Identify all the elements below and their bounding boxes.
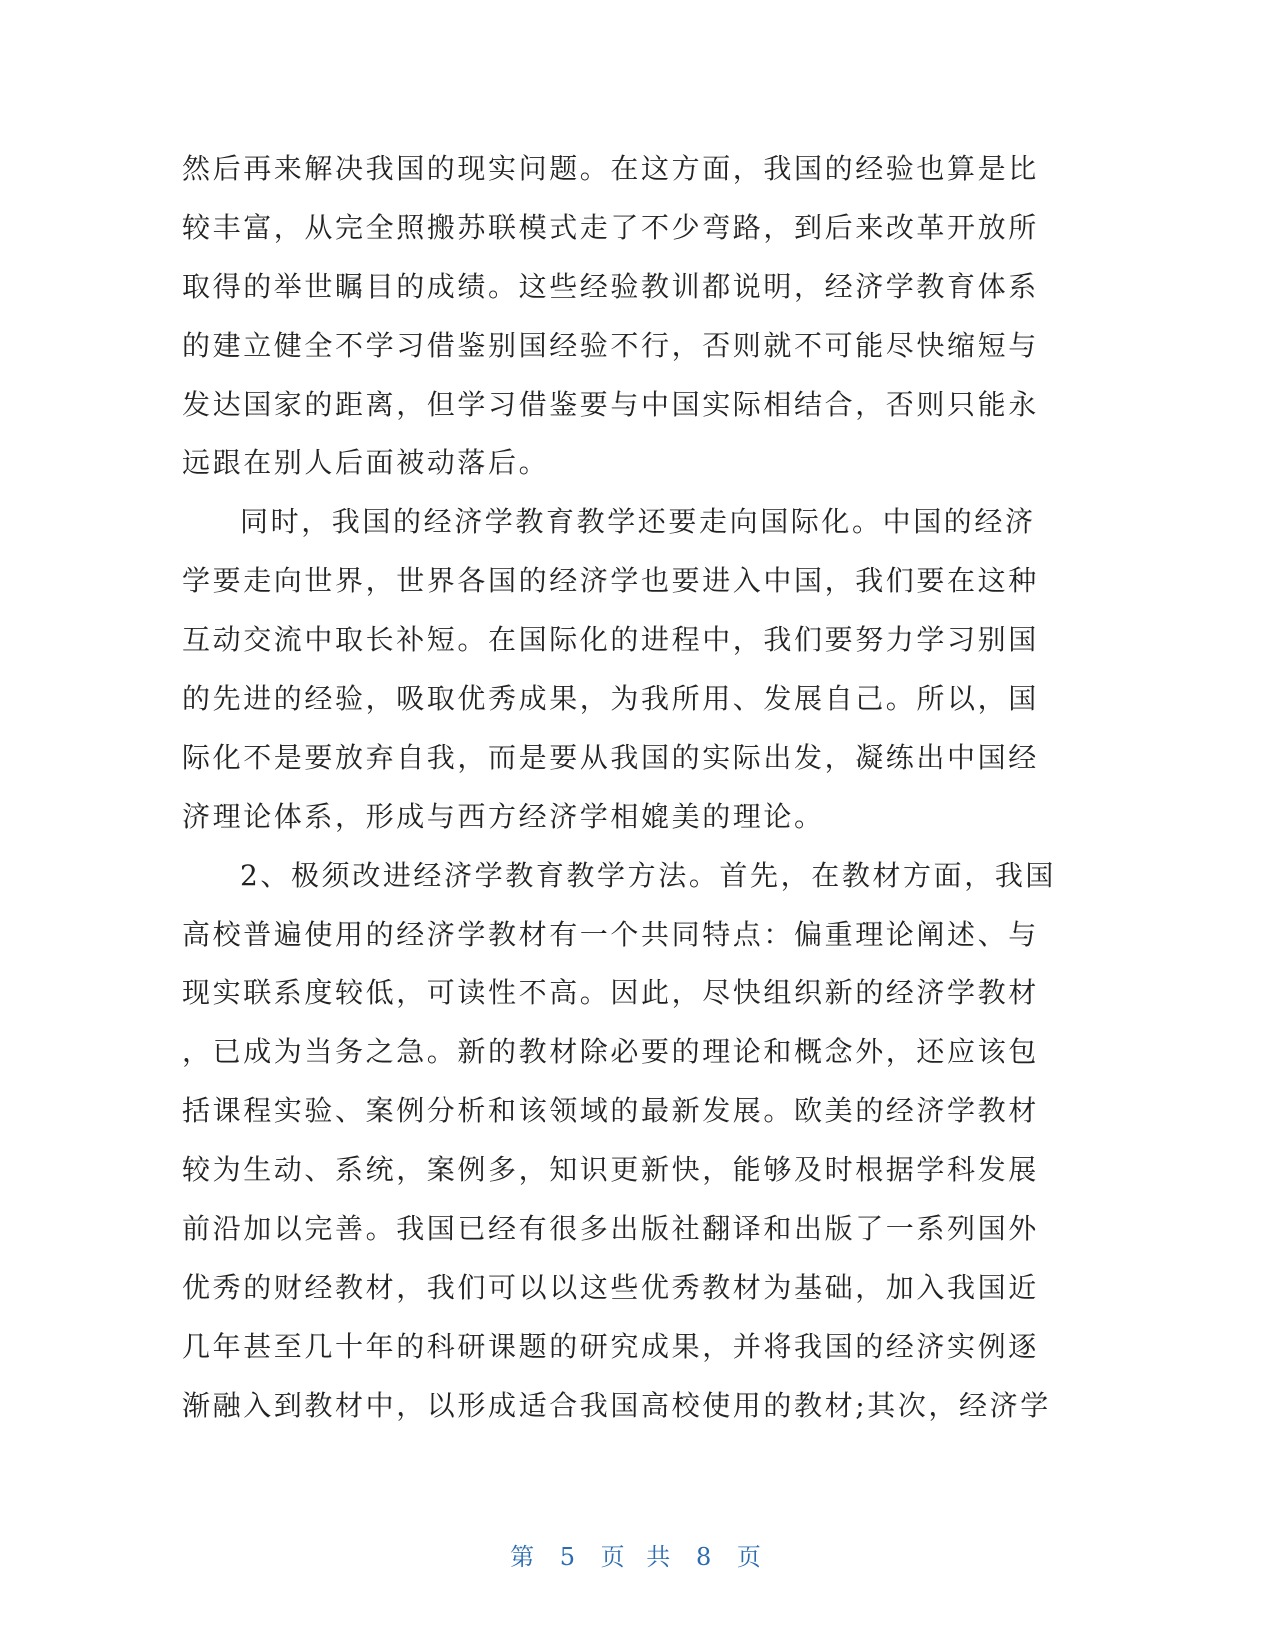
text-line: 较丰富，从完全照搬苏联模式走了不少弯路，到后来改革开放所: [182, 210, 1039, 244]
document-body: [182, 140, 1057, 1436]
page-label-suffix: 页: [736, 1543, 765, 1571]
text-line: 括课程实验、案例分析和该领域的最新发展。欧美的经济学教材: [182, 1094, 1039, 1128]
text-line: 互动交流中取长补短。在国际化的进程中，我们要努力学习别国: [182, 623, 1039, 657]
text-line: 取得的举世瞩目的成绩。这些经验教训都说明，经济学教育体系: [182, 269, 1039, 303]
text-line: 现实联系度较低，可读性不高。因此，尽快组织新的经济学教材: [182, 976, 1039, 1010]
text-line: 然后再来解决我国的现实问题。在这方面，我国的经验也算是比: [182, 152, 1039, 185]
text-line: 高校普遍使用的经济学教材有一个共同特点：偏重理论阐述、与: [182, 917, 1039, 951]
page-label-prefix: 第: [510, 1543, 539, 1571]
text-line: 远跟在别人后面被动落后。: [182, 446, 550, 480]
text-line: 前沿加以完善。我国已经有很多出版社翻译和出版了一系列国外: [182, 1212, 1039, 1246]
text-line: 几年甚至几十年的科研课题的研究成果，并将我国的经济实例逐: [182, 1329, 1039, 1363]
paragraph-start-line: 2、极须改进经济学教育教学方法。首先，在教材方面，我国: [240, 858, 1057, 892]
text-line: 际化不是要放弃自我，而是要从我国的实际出发，凝练出中国经: [182, 740, 1039, 774]
text-line: 较为生动、系统，案例多，知识更新快，能够及时根据学科发展: [182, 1153, 1039, 1187]
text-line: 的先进的经验，吸取优秀成果，为我所用、发展自己。所以，国: [182, 682, 1039, 716]
paragraph-start-line: 同时，我国的经济学教育教学还要走向国际化。中国的经济: [240, 505, 1036, 539]
page-number-footer: [0, 1537, 1275, 1572]
text-line: 优秀的财经教材，我们可以以这些优秀教材为基础，加入我国近: [182, 1270, 1039, 1304]
text-line: 学要走向世界，世界各国的经济学也要进入中国，我们要在这种: [182, 564, 1039, 598]
current-page-number: 5: [559, 1543, 580, 1571]
text-line: 渐融入到教材中，以形成适合我国高校使用的教材;其次，经济学: [182, 1388, 1051, 1422]
text-line: 的建立健全不学习借鉴别国经验不行，否则就不可能尽快缩短与: [182, 328, 1039, 362]
text-line: 发达国家的距离，但学习借鉴要与中国实际相结合，否则只能永: [182, 387, 1039, 421]
text-line: ，已成为当务之急。新的教材除必要的理论和概念外，还应该包: [182, 1035, 1039, 1069]
page-label-mid: 页 共: [600, 1543, 675, 1571]
total-pages-number: 8: [695, 1543, 716, 1571]
text-line: 济理论体系，形成与西方经济学相媲美的理论。: [182, 799, 825, 833]
